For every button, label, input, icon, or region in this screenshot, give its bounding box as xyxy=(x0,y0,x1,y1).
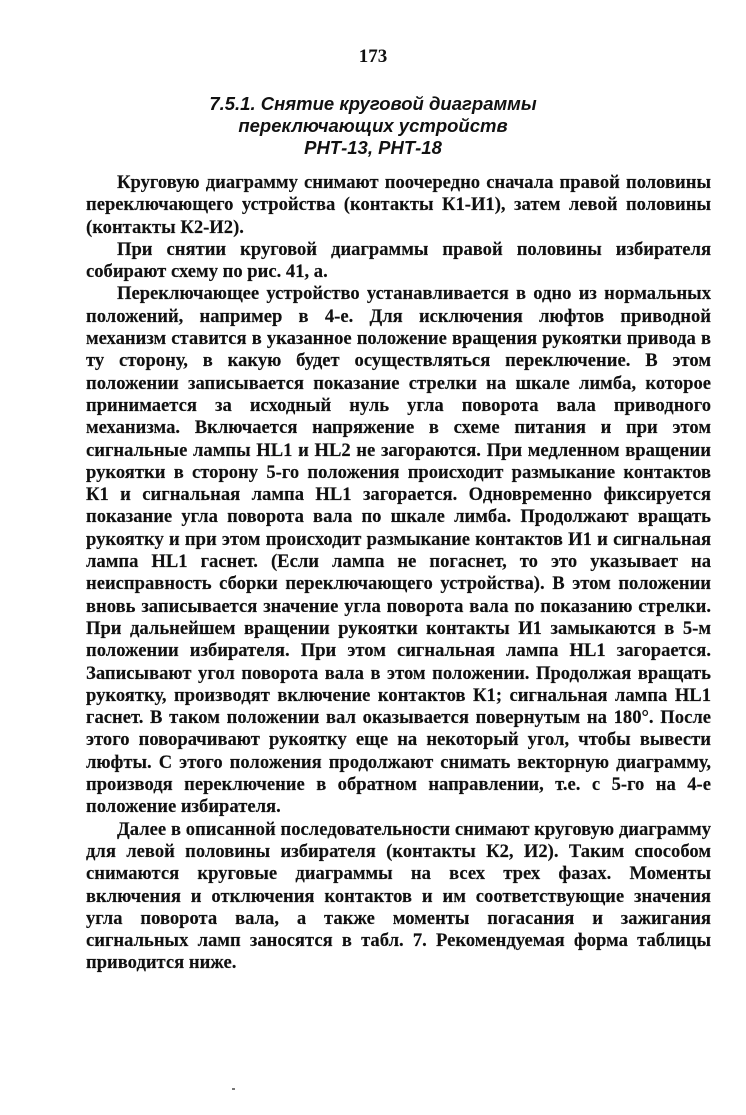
section-heading-line-3: РНТ-13, РНТ-18 xyxy=(304,137,442,158)
paragraph-1: Круговую диаграмму снимают поочередно сначала правой половины переключающего устройства (контакты К1-И1), затем левой половины (контакты К2-И2). xyxy=(86,172,711,238)
paragraph-3: Переключающее устройство устанавливается в одно из нормальных положений, например в 4-е. Для исключения люфтов приводной механизм ставится в указанное положение вращения рукоятки привода в ту сторону, в какую будет осуществляться переключение. В этом положении записывается показание стрелки на шкале лимба, которое принимается за исходный нуль угла поворота вала приводного механизма. Включается напряжение в схеме питания и при этом сигнальные лампы HL1 и HL2 не загораются. При медленном вращении рукоятки в сторону 5-го положения происходит размыкание контактов К1 и сигнальная лампа HL1 загорается. Одновременно фиксируется показание угла поворота вала по шкале лимба. Продолжают вращать рукоятку и при этом происходит размыкание контактов И1 и сигнальная лампа HL1 гаснет. (Если лампа не погаснет, то это указывает на неисправность сборки переключающего устройства). В этом положении вновь записывается значение угла поворота вала по показанию стрелки. При дальнейшем вращении рукоятки контакты И1 замыкаются в 5-м положении избирателя. При этом сигнальная лампа HL1 загорается. Записывают угол поворота вала в этом положении. Продолжая вращать рукоятку, производят включение контактов К1; сигнальная лампа HL1 гаснет. В таком положении вал оказывается повернутым на 180°. После этого поворачивают рукоятку еще на некоторый угол, чтобы вывести люфты. С этого положения продолжают снимать векторную диаграмму, производя переключение в обратном направлении, т.е. с 5-го на 4-е положение избирателя. xyxy=(86,283,711,818)
paragraph-2: При снятии круговой диаграммы правой половины избирателя собирают схему по рис. 41, а. xyxy=(86,238,711,283)
section-heading-line-2: переключающих устройств xyxy=(238,115,508,136)
page-number: 173 xyxy=(358,46,388,67)
paragraph-4: Далее в описанной последовательности снимают круговую диаграмму для левой половины избирателя (контакты К2, И2). Таким способом снимаются круговые диаграммы на всех трех фазах. Моменты включения и отключения контактов и им соответствующие значения угла поворота вала, а также моменты погасания и зажигания сигнальных ламп заносятся в табл. 7. Рекомендуемая форма таблицы приводится ниже. xyxy=(86,818,711,974)
scan-speck xyxy=(232,1088,235,1090)
section-heading xyxy=(0,93,746,159)
body-text xyxy=(86,172,711,975)
section-heading-line-1: 7.5.1. Снятие круговой диаграммы xyxy=(209,93,537,114)
